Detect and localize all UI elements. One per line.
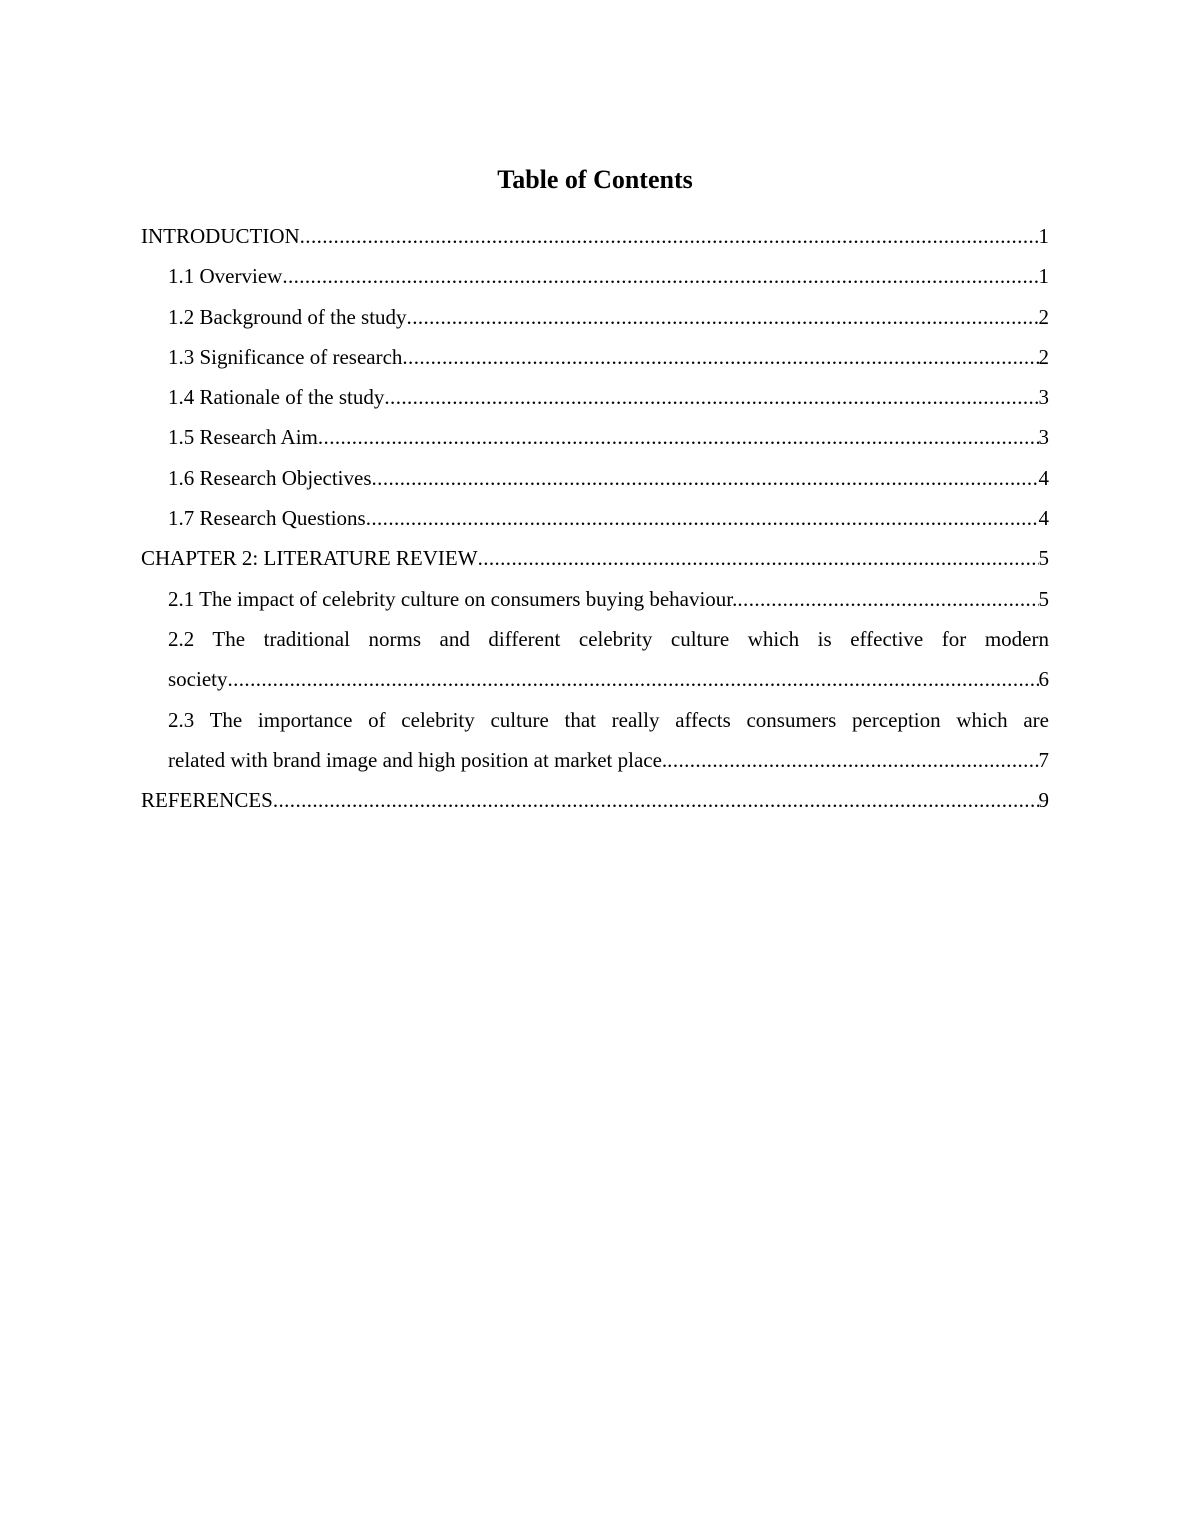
toc-entry-references[interactable] [141, 780, 1049, 820]
toc-page-number: 9 [1038, 788, 1049, 813]
toc-entry-label: 1.2 Background of the study [168, 304, 407, 329]
dot-leader [384, 377, 1038, 417]
dot-leader [300, 216, 1039, 256]
toc-page-number: 3 [1038, 425, 1049, 450]
toc-entry-research-objectives[interactable] [141, 458, 1049, 498]
toc-entry-research-aim[interactable] [141, 417, 1049, 457]
toc-entry-label-line1: 2.2 The traditional norms and different celebrity culture which is effective for modern [168, 626, 1049, 651]
toc-entry-research-questions[interactable] [141, 498, 1049, 538]
toc-page-number: 2 [1038, 304, 1049, 329]
toc-entry-label: 1.5 Research Aim [168, 425, 318, 450]
toc-page-number: 4 [1038, 465, 1049, 490]
toc-entry-last-line [168, 740, 1049, 780]
toc-entry-overview[interactable] [141, 256, 1049, 296]
toc-page-number: 1 [1038, 224, 1049, 248]
toc-page-number: 5 [1038, 586, 1049, 611]
toc-entry-significance[interactable] [141, 337, 1049, 377]
toc-entry-last-line [168, 659, 1049, 699]
toc-entry-label: 1.7 Research Questions [168, 506, 366, 531]
toc-page-number: 4 [1038, 506, 1049, 531]
dot-leader [282, 256, 1038, 296]
dot-leader [273, 780, 1039, 820]
toc-entry-label: REFERENCES [141, 788, 273, 813]
toc-entry-label-line1: 2.3 The importance of celebrity culture that really affects consumers perception which are [168, 707, 1049, 732]
toc-page-number: 6 [1038, 667, 1049, 692]
toc-entry-celebrity-importance[interactable] [141, 700, 1049, 781]
toc-entry-literature-review[interactable] [141, 538, 1049, 578]
dot-leader [667, 740, 1038, 780]
toc-entry-label-line2: society [168, 667, 228, 692]
toc-entry-label: 1.1 Overview [168, 264, 283, 289]
dot-leader [318, 417, 1039, 457]
toc-list [141, 216, 1049, 820]
toc-entry-rationale[interactable] [141, 377, 1049, 417]
dot-leader [737, 579, 1038, 619]
toc-entry-celebrity-impact[interactable] [141, 579, 1049, 619]
dot-leader [402, 337, 1038, 377]
toc-page-number: 5 [1038, 546, 1049, 571]
toc-page-number: 7 [1038, 747, 1049, 772]
toc-page-number: 2 [1038, 344, 1049, 369]
toc-entry-label-line2: related with brand image and high position at market place. [168, 747, 668, 772]
toc-entry-background[interactable] [141, 297, 1049, 337]
dot-leader [372, 458, 1039, 498]
dot-leader [407, 297, 1039, 337]
toc-entry-label: 1.3 Significance of research [168, 344, 403, 369]
toc-entry-label: CHAPTER 2: LITERATURE REVIEW [141, 546, 478, 571]
toc-page-number: 1 [1038, 264, 1049, 289]
toc-title: Table of Contents [497, 165, 693, 194]
dot-leader [478, 538, 1039, 578]
toc-entry-label: 1.6 Research Objectives [168, 465, 372, 490]
dot-leader [366, 498, 1039, 538]
toc-entry-label: 1.4 Rationale of the study [168, 385, 385, 410]
toc-entry-introduction[interactable] [141, 216, 1049, 256]
dot-leader [227, 659, 1038, 699]
toc-page-number: 3 [1038, 385, 1049, 410]
toc-entry-traditional-norms[interactable] [141, 619, 1049, 700]
toc-entry-label: 2.1 The impact of celebrity culture on consumers buying behaviour. [168, 586, 738, 611]
toc-entry-label: INTRODUCTION [141, 224, 300, 248]
